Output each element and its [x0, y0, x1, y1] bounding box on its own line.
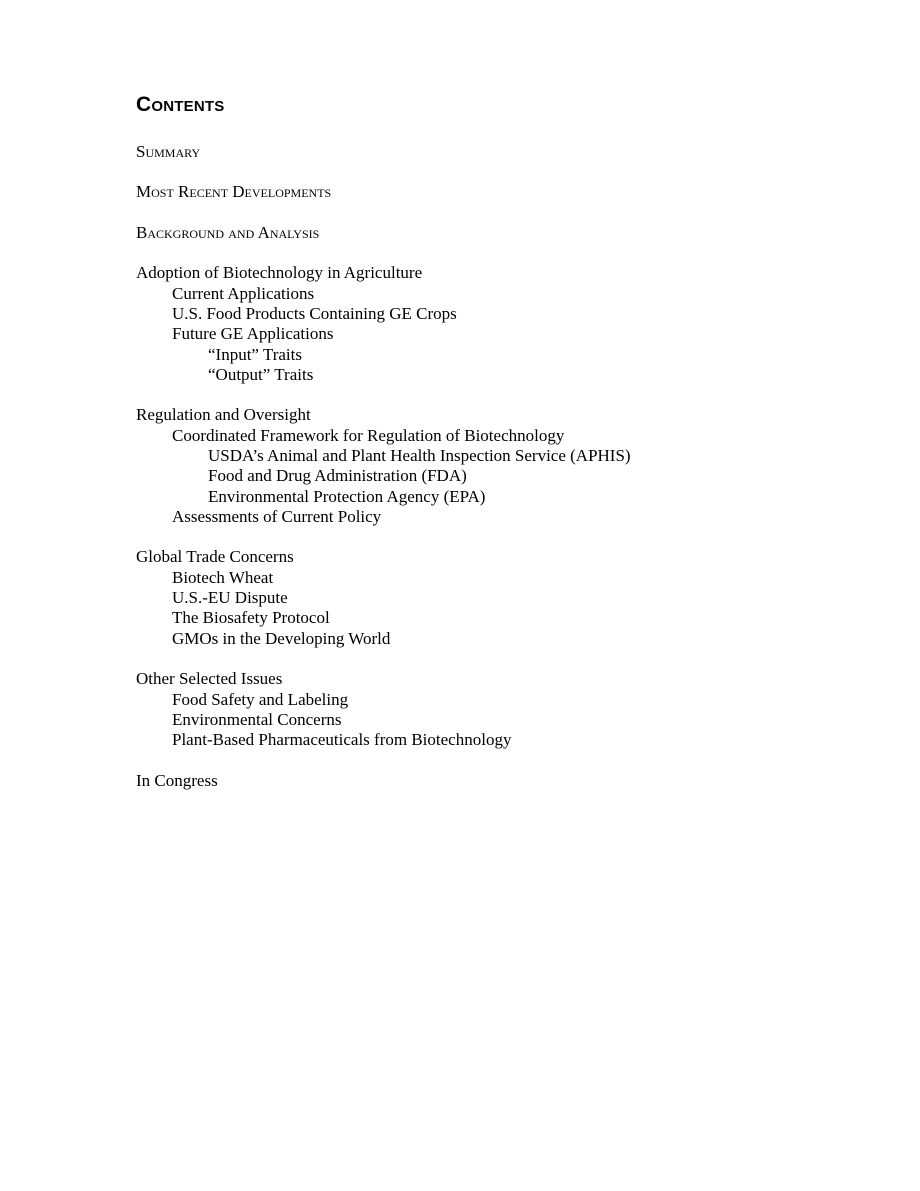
toc-entry-assessments[interactable]: Assessments of Current Policy	[172, 507, 382, 526]
toc-entry-environmental-concerns[interactable]: Environmental Concerns	[172, 710, 342, 729]
toc-entry-adoption[interactable]: Adoption of Biotechnology in Agriculture	[136, 263, 423, 282]
toc-entry-output-traits[interactable]: “Output” Traits	[208, 365, 314, 384]
toc-entry-us-eu-dispute[interactable]: U.S.-EU Dispute	[172, 588, 288, 607]
toc-entry-future-ge-applications[interactable]: Future GE Applications	[172, 324, 334, 343]
toc-entry-summary[interactable]: Summary	[136, 142, 201, 161]
toc-entry-other-issues[interactable]: Other Selected Issues	[136, 669, 283, 688]
toc-entry-coordinated-framework[interactable]: Coordinated Framework for Regulation of Biotechnology	[172, 426, 565, 445]
toc-entry-most-recent-developments[interactable]: Most Recent Developments	[136, 182, 332, 201]
toc-entry-us-food-products[interactable]: U.S. Food Products Containing GE Crops	[172, 304, 457, 323]
toc-entry-food-safety[interactable]: Food Safety and Labeling	[172, 690, 349, 709]
toc-entry-fda[interactable]: Food and Drug Administration (FDA)	[208, 466, 467, 485]
toc-entry-aphis[interactable]: USDA’s Animal and Plant Health Inspection Service (APHIS)	[208, 446, 631, 465]
page-title: Contents	[136, 93, 225, 116]
toc-entry-biosafety-protocol[interactable]: The Biosafety Protocol	[172, 608, 330, 627]
toc-entry-gmos-developing-world[interactable]: GMOs in the Developing World	[172, 629, 391, 648]
toc-entry-plant-based-pharmaceuticals[interactable]: Plant-Based Pharmaceuticals from Biotechnology	[172, 730, 512, 749]
toc-entry-current-applications[interactable]: Current Applications	[172, 284, 315, 303]
toc-entry-epa[interactable]: Environmental Protection Agency (EPA)	[208, 487, 486, 506]
toc-entry-input-traits[interactable]: “Input” Traits	[208, 345, 302, 364]
toc-entry-background-and-analysis[interactable]: Background and Analysis	[136, 223, 320, 242]
toc-entry-global-trade[interactable]: Global Trade Concerns	[136, 547, 294, 566]
toc-entry-biotech-wheat[interactable]: Biotech Wheat	[172, 568, 274, 587]
toc-entry-in-congress[interactable]: In Congress	[136, 771, 218, 790]
toc-entry-regulation[interactable]: Regulation and Oversight	[136, 405, 311, 424]
